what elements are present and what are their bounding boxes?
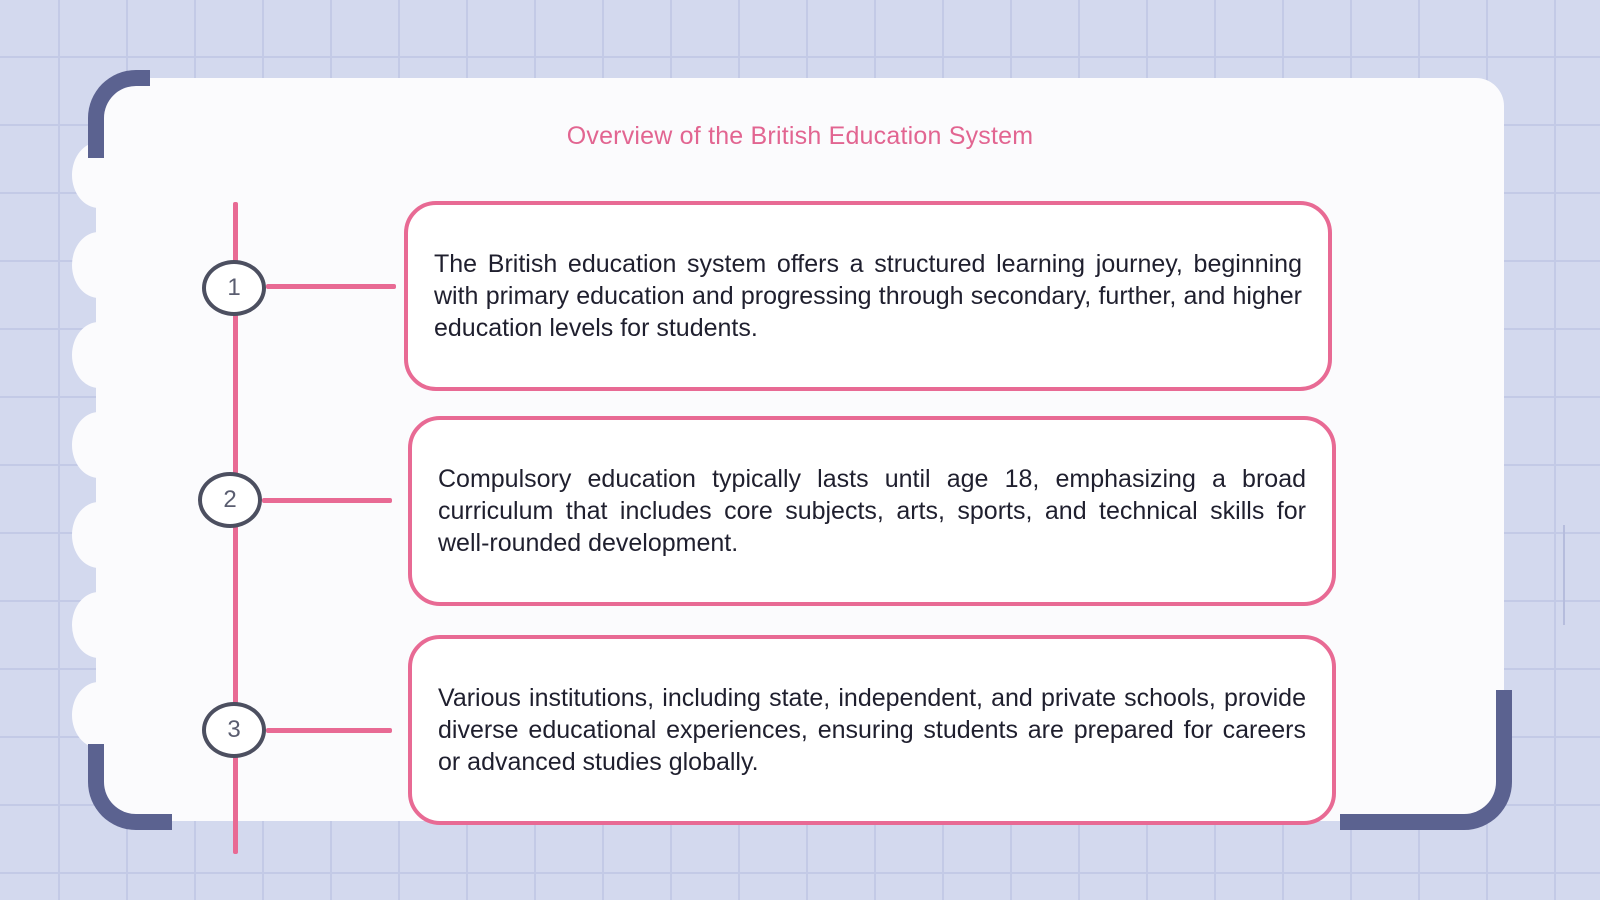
corner-bracket-bottom-left	[88, 744, 172, 830]
corner-bracket-bottom-right	[1340, 690, 1512, 830]
step-number-3	[202, 702, 266, 758]
step-connector	[266, 728, 392, 733]
step-connector	[266, 284, 396, 289]
scallop-tab	[72, 412, 126, 478]
decorative-line	[1563, 525, 1565, 625]
step-box-2	[408, 416, 1336, 606]
scallop-tab	[72, 592, 126, 658]
step-number-label: 1	[227, 274, 241, 301]
step-number-label: 2	[223, 486, 237, 513]
step-connector	[262, 498, 392, 503]
step-box-3	[408, 635, 1336, 825]
step-number-label: 3	[227, 716, 241, 743]
step-text: Compulsory education typically lasts until age 18, emphasizing a broad curriculum that includes core subjects, arts, sports, and technical skills for well-rounded development.	[438, 465, 1306, 557]
scallop-tab	[72, 502, 126, 568]
step-text: The British education system offers a structured learning journey, beginning with primary education and progressing through secondary, further, and higher education levels for students.	[434, 250, 1302, 342]
scallop-tab	[72, 322, 126, 388]
scallop-tab	[72, 682, 126, 748]
step-number-2	[198, 472, 262, 528]
step-box-1	[404, 201, 1332, 391]
scallop-tab	[72, 232, 126, 298]
slide-title: Overview of the British Education System	[566, 122, 1034, 150]
step-number-1	[202, 260, 266, 316]
step-text: Various institutions, including state, independent, and private schools, provide diverse educational experiences, ensuring students are prepared for careers or advanced studies globally.	[438, 684, 1306, 776]
